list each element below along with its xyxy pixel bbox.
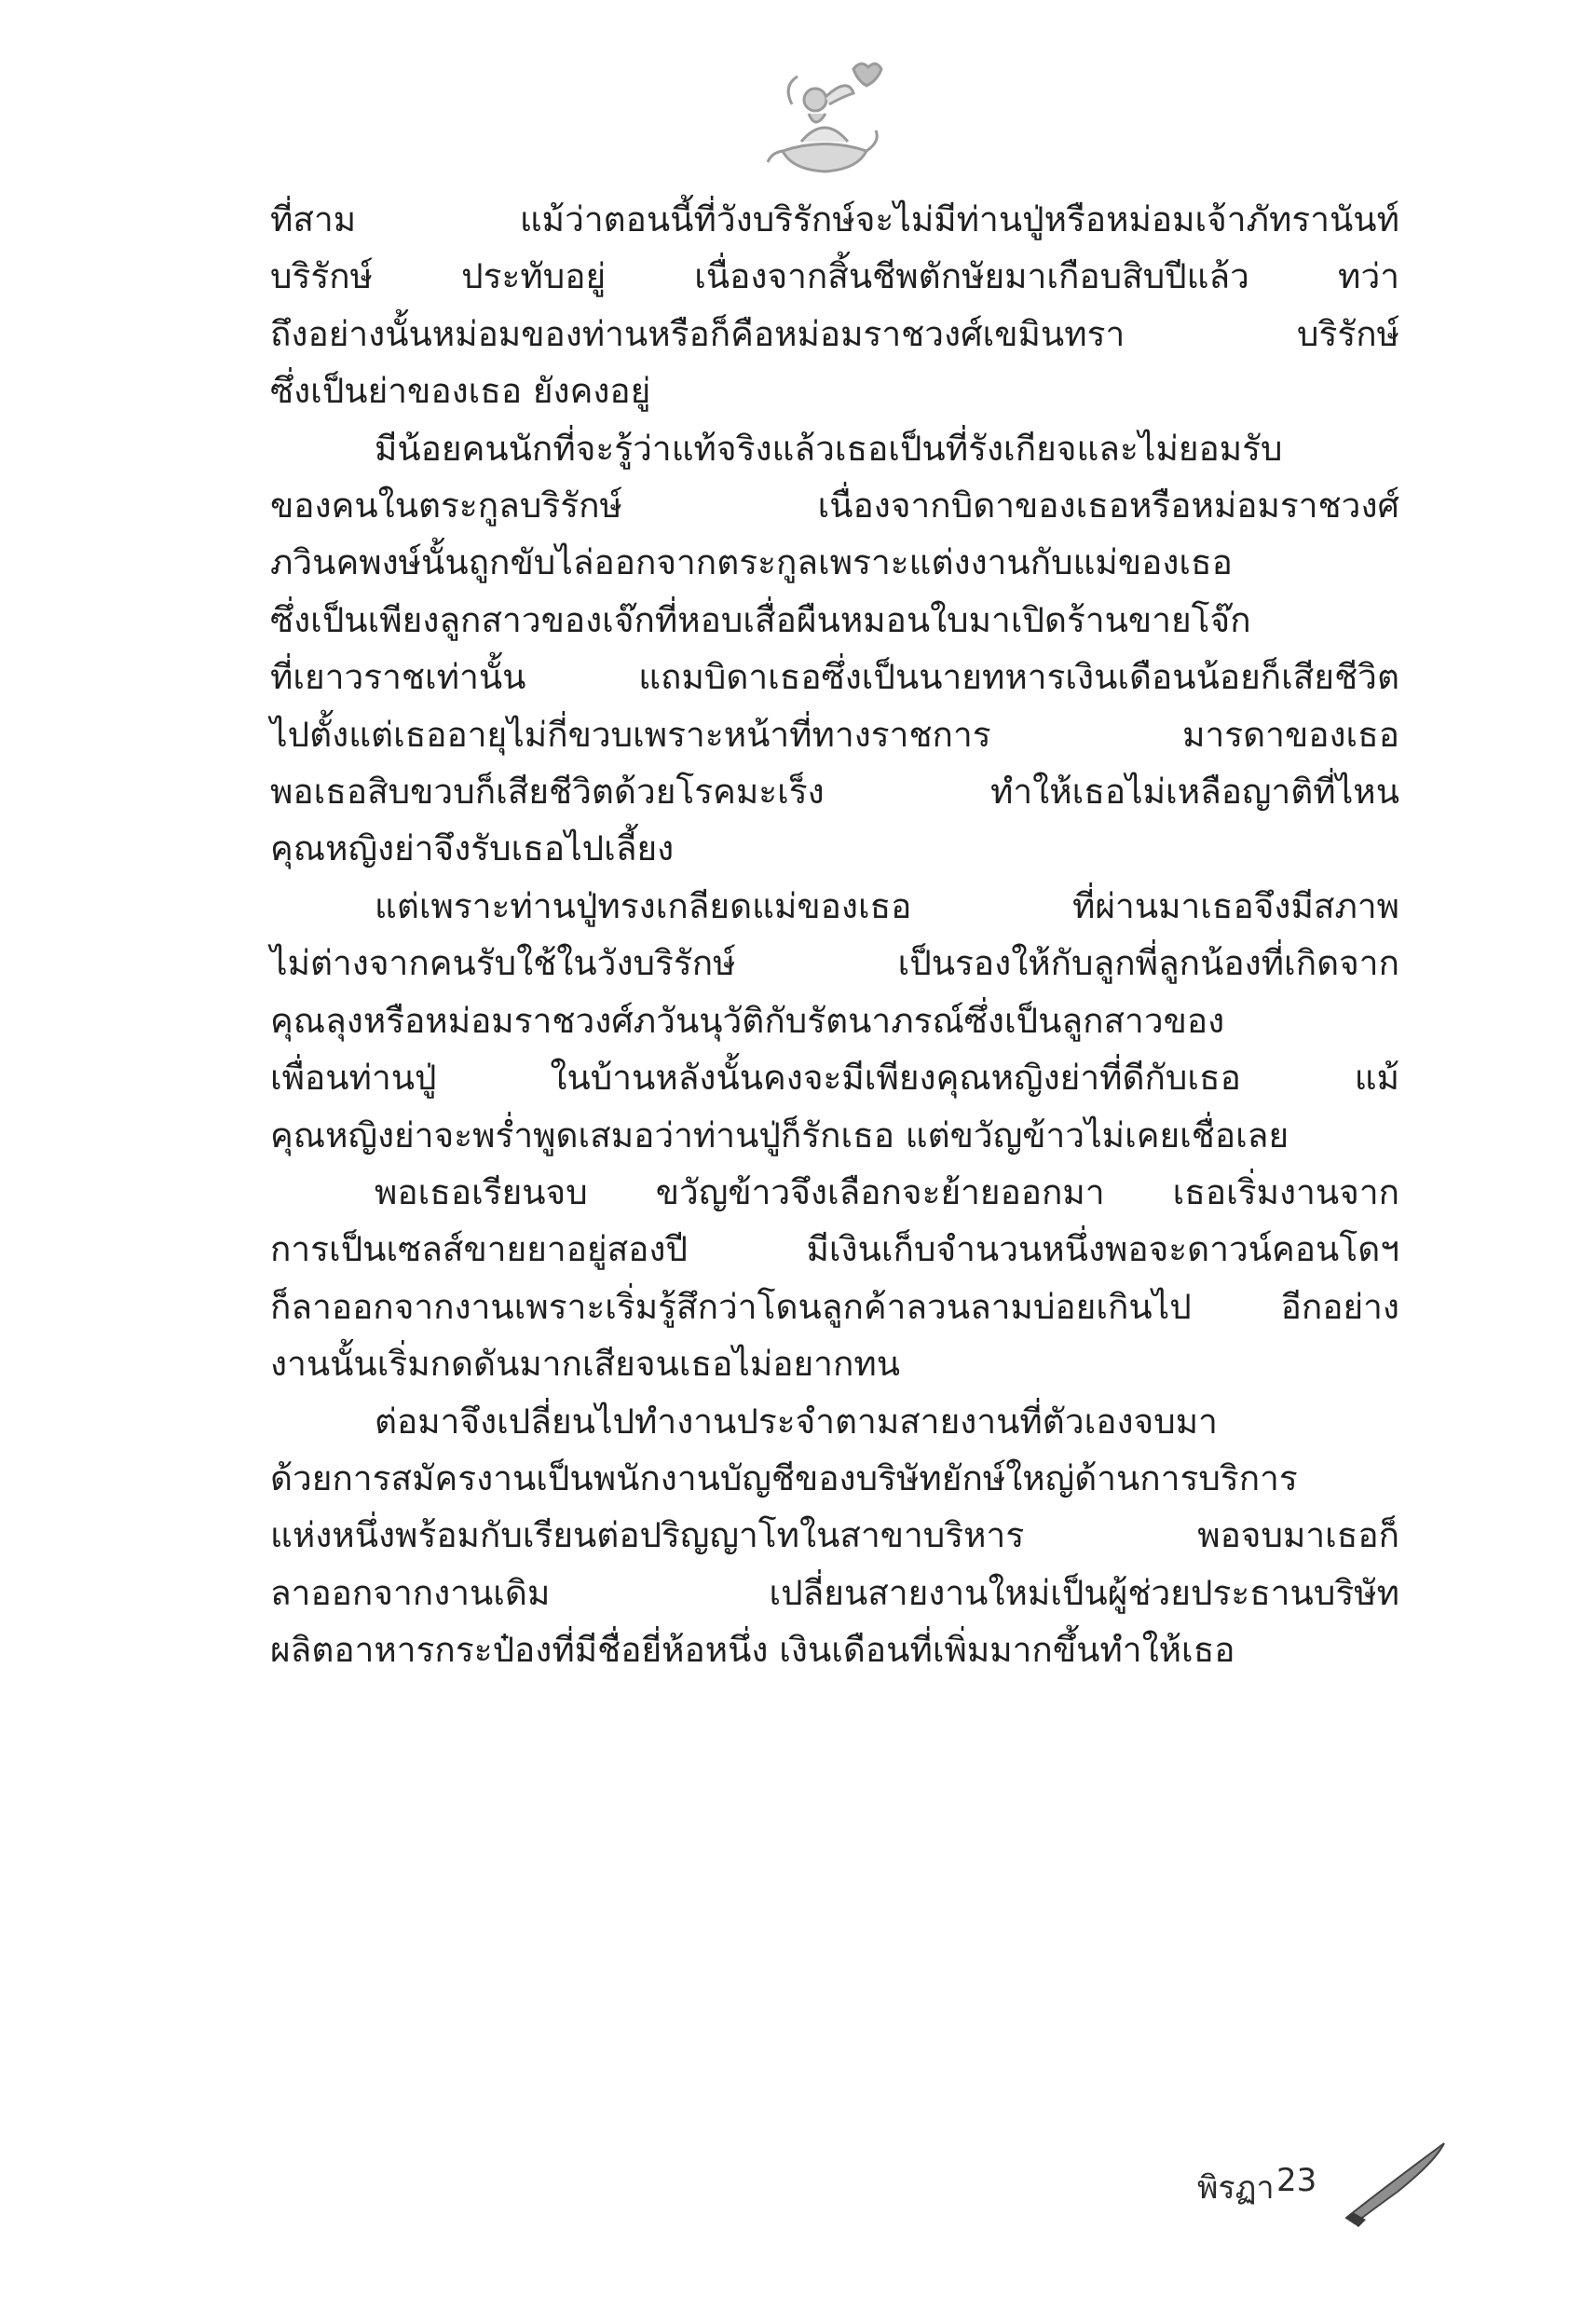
paragraph (270, 1393, 1399, 1679)
text-line: คุณหญิงย่าจึงรับเธอไปเลี้ยง (270, 828, 675, 869)
text-line: แต่เพราะท่านปู่ทรงเกลียดแม่ของเธอ ที่ผ่านมาเธอจึงมีสภาพ (375, 885, 1399, 926)
text-line: ต่อมาจึงเปลี่ยนไปทำงานประจำตามสายงานที่ตัวเองจบมา (375, 1401, 1218, 1442)
text-line: ก็ลาออกจากงานเพราะเริ่มรู้สึกว่าโดนลูกค้าลวนลามบ่อยเกินไป อีกอย่าง (270, 1286, 1399, 1327)
paragraph (270, 1164, 1399, 1393)
text-line: มีน้อยคนนักที่จะรู้ว่าแท้จริงแล้วเธอเป็นที่รังเกียจและไม่ยอมรับ (375, 428, 1283, 469)
text-line: คุณหญิงย่าจะพร่ำพูดเสมอว่าท่านปู่ก็รักเธอ แต่ขวัญข้าวไม่เคยเชื่อเลย (270, 1114, 1289, 1156)
paragraph (270, 191, 1399, 420)
text-line: ถึงอย่างนั้นหม่อมของท่านหรือก็คือหม่อมราชวงศ์เขมินทรา บริรักษ์ (270, 313, 1399, 354)
knife-icon (1342, 2134, 1453, 2227)
text-line: ด้วยการสมัครงานเป็นพนักงานบัญชีของบริษัทยักษ์ใหญ่ด้านการบริการ (270, 1457, 1298, 1498)
text-line: ที่เยาวราชเท่านั้น แถมบิดาเธอซึ่งเป็นนายทหารเงินเดือนน้อยก็เสียชีวิต (270, 657, 1399, 698)
paragraph (270, 420, 1399, 878)
text-line: พอเธอเรียนจบ ขวัญข้าวจึงเลือกจะย้ายออกมา เธอเริ่มงานจาก (375, 1171, 1399, 1212)
text-line: บริรักษ์ ประทับอยู่ เนื่องจากสิ้นชีพตักษัยมาเกือบสิบปีแล้ว ทว่า (270, 256, 1399, 297)
paragraph (270, 878, 1399, 1164)
text-line: คุณลุงหรือหม่อมราชวงศ์ภวันนุวัติกับรัตนาภรณ์ซึ่งเป็นลูกสาวของ (270, 1000, 1225, 1041)
text-line: ซึ่งเป็นย่าของเธอ ยังคงอยู่ (270, 371, 651, 412)
body-text (270, 191, 1399, 1679)
text-line: ไม่ต่างจากคนรับใช้ในวังบริรักษ์ เป็นรองให้กับลูกพี่ลูกน้องที่เกิดจาก (270, 943, 1399, 984)
text-line: พอเธอสิบขวบก็เสียชีวิตด้วยโรคมะเร็ง ทำให้เธอไม่เหลือญาติที่ไหน (270, 772, 1399, 813)
text-line: ภวินคพงษ์นั้นถูกขับไล่ออกจากตระกูลเพราะแต่งงานกับแม่ของเธอ (270, 542, 1233, 583)
text-line: ผลิตอาหารกระป๋องที่มีชื่อยี่ห้อหนึ่ง เงินเดือนที่เพิ่มมากขึ้นทำให้เธอ (270, 1630, 1235, 1671)
text-line: ไปตั้งแต่เธออายุไม่กี่ขวบเพราะหน้าที่ทางราชการ มารดาของเธอ (270, 714, 1399, 755)
page-number: 23 (1276, 2162, 1317, 2199)
text-line: ซึ่งเป็นเพียงลูกสาวของเจ๊กที่หอบเสื่อผืนหมอนใบมาเปิดร้านขายโจ๊ก (270, 599, 1251, 640)
text-line: การเป็นเซลส์ขายยาอยู่สองปี มีเงินเก็บจำนวนหนึ่งพอจะดาวน์คอนโดฯ (270, 1229, 1399, 1270)
teapot-angel-ornament-icon (764, 48, 885, 179)
text-line: ของคนในตระกูลบริรักษ์ เนื่องจากบิดาของเธอหรือหม่อมราชวงศ์ (270, 485, 1399, 526)
text-line: ที่สาม แม้ว่าตอนนี้ที่วังบริรักษ์จะไม่มีท่านปู่หรือหม่อมเจ้าภัทรานันท์ (270, 199, 1399, 239)
text-line: แห่งหนึ่งพร้อมกับเรียนต่อปริญญาโทในสาขาบริหาร พอจบมาเธอก็ (270, 1515, 1399, 1556)
running-footer-title: พิรฏา (1197, 2169, 1275, 2207)
text-line: ลาออกจากงานเดิม เปลี่ยนสายงานใหม่เป็นผู้ช่วยประธานบริษัท (270, 1572, 1399, 1613)
text-line: เพื่อนท่านปู่ ในบ้านหลังนั้นคงจะมีเพียงคุณหญิงย่าที่ดีกับเธอ แม้ (270, 1058, 1399, 1099)
text-line: งานนั้นเริ่มกดดันมากเสียจนเธอไม่อยากทน (270, 1344, 901, 1385)
